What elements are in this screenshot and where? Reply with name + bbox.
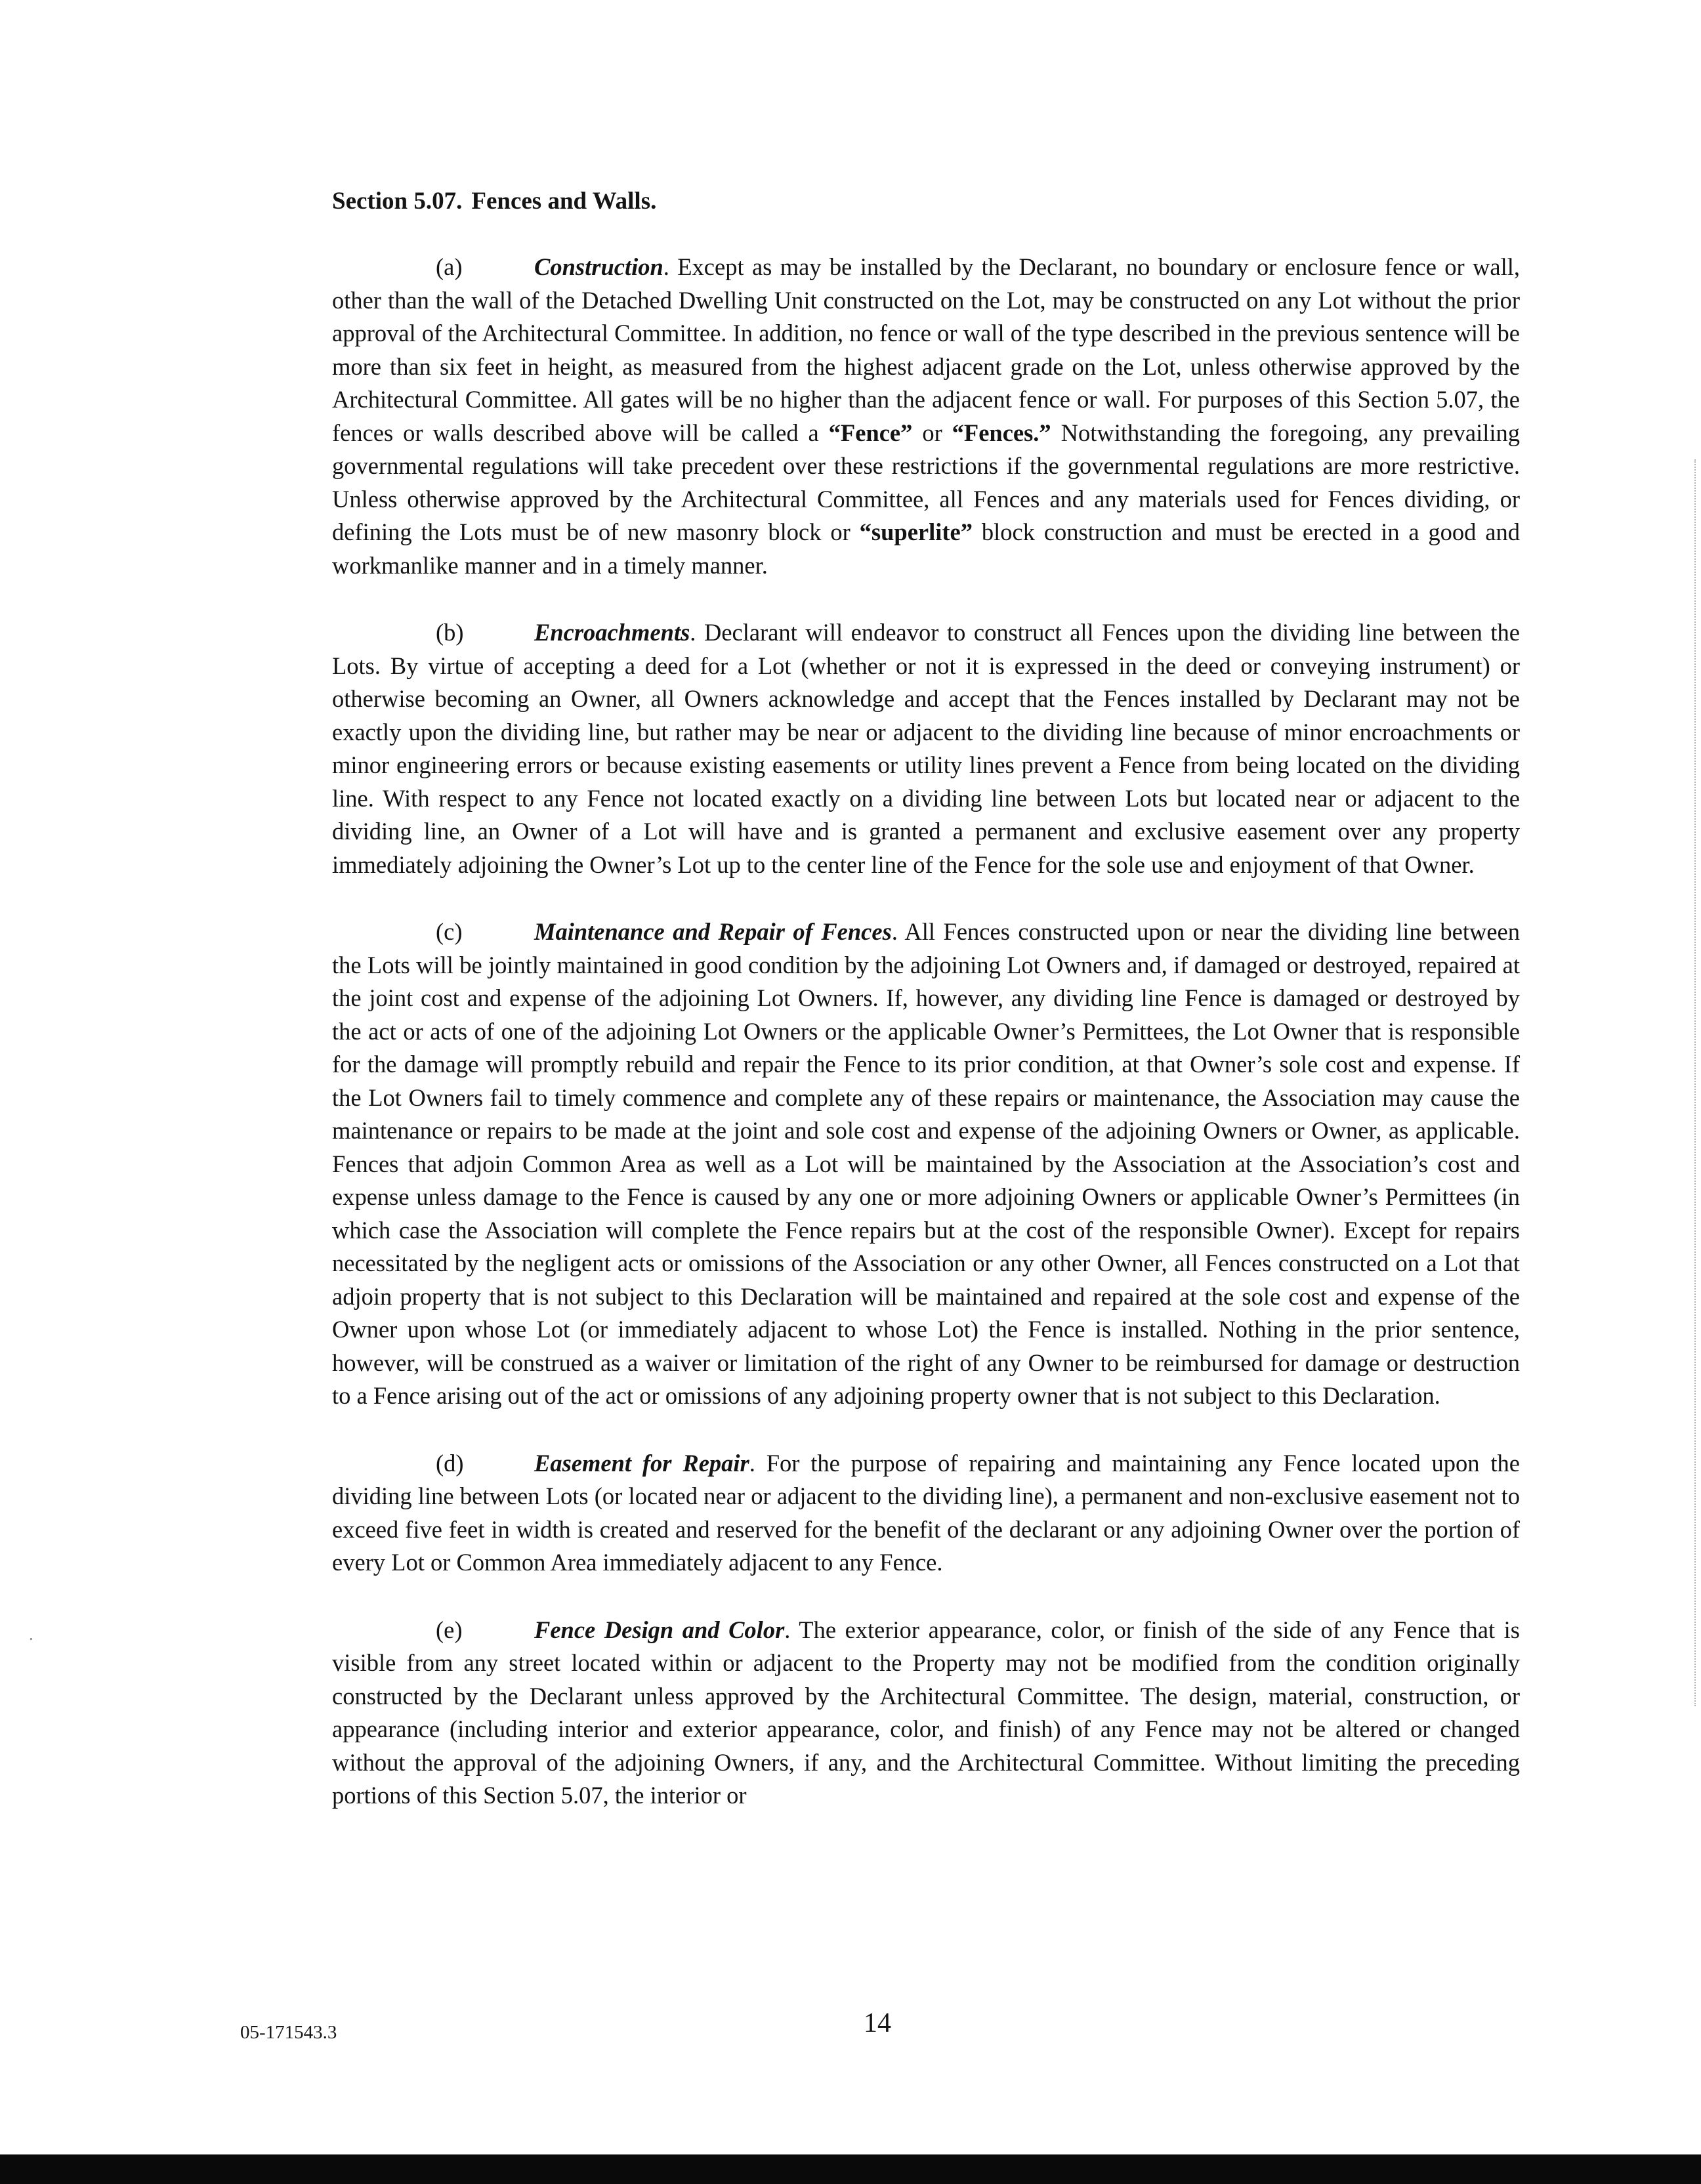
paragraph-title: Construction [534, 253, 663, 280]
paragraph-text: Notwithstanding the foregoing, any prevailing governmental regulations will take precedent over these restrictions if the governmental regulations are more restrictive. Unless otherwise approved by the Architectural Committee, all Fences and any materials used for Fences dividing, or defining the Lots must be of new masonry block or [332, 419, 1520, 545]
paragraph-text: . For the purpose of repairing and maintaining any Fence located upon the dividing line between Lots (or located near or adjacent to the dividing line), a permanent and non-exclusive easement not to exceed five feet in width is created and reserved for the benefit of the declarant or any adjoining Owner over the portion of every Lot or Common Area immediately adjacent to any Fence. [332, 1449, 1520, 1576]
paragraph-a [332, 251, 1520, 582]
paragraph-label: (b) [436, 619, 464, 646]
section-heading [332, 185, 1520, 218]
document-id: 05-171543.3 [240, 2022, 337, 2043]
scan-bottom-edge [0, 2154, 1701, 2184]
section-title: Fences and Walls. [471, 188, 657, 215]
paragraph-title: Fence Design and Color [534, 1616, 785, 1643]
paragraph-label: (d) [436, 1449, 464, 1477]
paragraph-d [332, 1447, 1520, 1580]
scan-speck [30, 1638, 32, 1640]
paragraph-text: or [912, 419, 952, 446]
paragraph-e [332, 1614, 1520, 1813]
paragraph-label: (e) [436, 1616, 463, 1643]
paragraph-title: Maintenance and Repair of Fences [534, 918, 892, 945]
paragraph-text: . Declarant will endeavor to construct all Fences upon the dividing line between the Lots. By virtue of accepting a deed for a Lot (whether or not it is expressed in the deed or conveying instrument) or otherwise becoming an Owner, all Owners acknowledge and accept that the Fences installed by Declarant may not be exactly upon the dividing line, but rather may be near or adjacent to the dividing line because of minor encroachments or minor engineering errors or because existing easements or utility lines prevent a Fence from being located on the dividing line. With respect to any Fence not located exactly on a dividing line between Lots but located near or adjacent to the dividing line, an Owner of a Lot will have and is granted a permanent and exclusive easement over any property immediately adjoining the Owner’s Lot up to the center line of the Fence for the sole use and enjoyment of that Owner. [332, 619, 1520, 878]
section-number: Section 5.07. [332, 188, 463, 215]
paragraph-text: . The exterior appearance, color, or finish of the side of any Fence that is visible from any street located within or adjacent to the Property may not be modified from the condition originally constructed by the Declarant unless approved by the Architectural Committee. The design, material, construction, or appearance (including interior and exterior appearance, color, and finish) of any Fence may not be altered or changed without the approval of the adjoining Owners, if any, and the Architectural Committee. Without limiting the preceding portions of this Section 5.07, the interior or [332, 1616, 1520, 1809]
paragraph-c [332, 915, 1520, 1413]
paragraph-title: Easement for Repair [534, 1449, 749, 1477]
paragraph-b [332, 616, 1520, 881]
paragraph-label: (c) [436, 918, 463, 945]
defined-term-fence: “Fence” [828, 419, 913, 446]
paragraph-text: . Except as may be installed by the Declarant, no boundary or enclosure fence or wall, other than the wall of the Detached Dwelling Unit constructed on the Lot, may be constructed on any Lot without the prior approval of the Architectural Committee. In addition, no fence or wall of the type described in the previous sentence will be more than six feet in height, as measured from the highest adjacent grade on the Lot, unless otherwise approved by the Architectural Committee. All gates will be no higher than the adjacent fence or wall. For purposes of this Section 5.07, the fences or walls described above will be called a [332, 253, 1520, 446]
scan-edge-artifact [1694, 459, 1697, 1706]
paragraph-title: Encroachments [534, 619, 690, 646]
paragraph-text: block construction and must be erected in a good and workmanlike manner and in a timely manner. [332, 518, 1520, 579]
paragraph-text: . All Fences constructed upon or near the dividing line between the Lots will be jointly maintained in good condition by the adjoining Lot Owners and, if damaged or destroyed, repaired at the joint cost and expense of the adjoining Lot Owners. If, however, any dividing line Fence is damaged or destroyed by the act or acts of one of the adjoining Lot Owners or the applicable Owner’s Permittees, the Lot Owner that is responsible for the damage will promptly rebuild and repair the Fence to its prior condition, at that Owner’s sole cost and expense. If the Lot Owners fail to timely commence and complete any of these repairs or maintenance, the Association may cause the maintenance or repairs to be made at the joint and sole cost and expense of the adjoining Owners or Owner, as applicable. Fences that adjoin Common Area as well as a Lot will be maintained by the Association at the Association’s cost and expense unless damage to the Fence is caused by any one or more adjoining Owners or applicable Owner’s Permittees (in which case the Association will complete the Fence repairs but at the cost of the responsible Owner). Except for repairs necessitated by the negligent acts or omissions of the Association or any other Owner, all Fences constructed on a Lot that adjoin property that is not subject to this Declaration will be maintained and repaired at the sole cost and expense of the Owner upon whose Lot (or immediately adjacent to whose Lot) the Fence is installed. Nothing in the prior sentence, however, will be construed as a waiver or limitation of the right of any Owner to be reimbursed for damage or destruction to a Fence arising out of the act or omissions of any adjoining property owner that is not subject to this Declaration. [332, 918, 1520, 1409]
page-number: 14 [864, 2008, 891, 2038]
defined-term-fences: “Fences.” [952, 419, 1051, 446]
defined-term-superlite: “superlite” [859, 518, 973, 545]
paragraph-label: (a) [436, 253, 463, 280]
page-content [332, 185, 1520, 1847]
